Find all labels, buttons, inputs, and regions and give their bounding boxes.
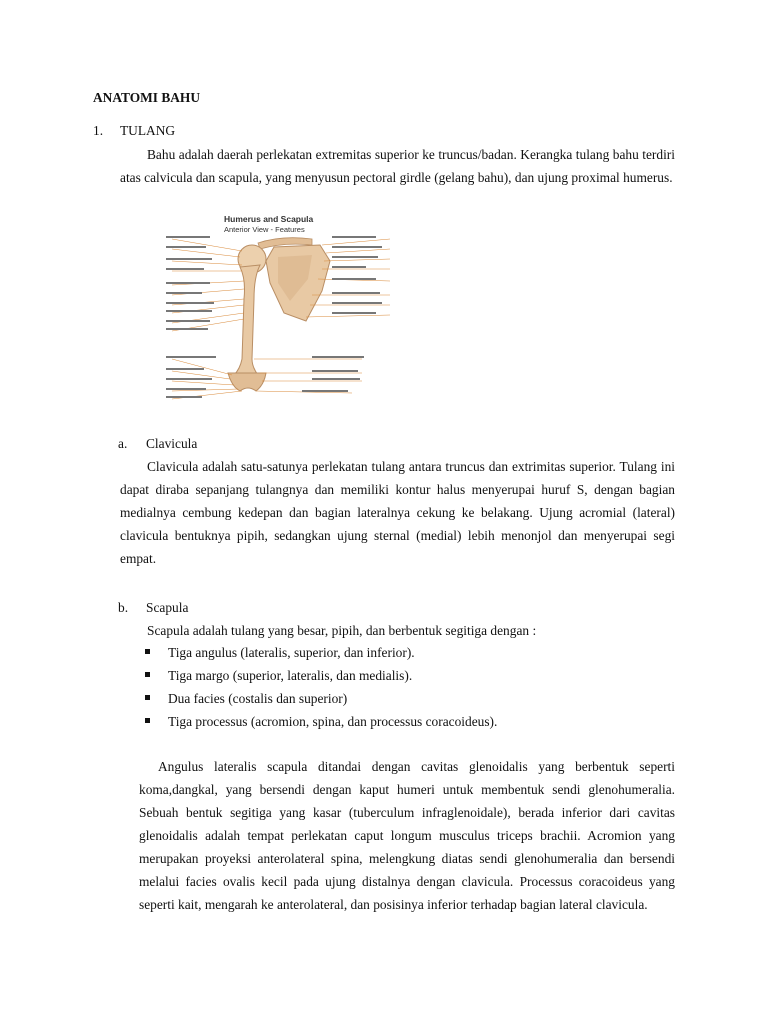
intro-paragraph: Bahu adalah daerah perlekatan extremitas superior ke truncus/badan. Kerangka tulang bahu terdiri atas calvicula dan scapula, yang menyusun pectoral girdle (gelang bahu), dan ujung proximal humerus.: [120, 147, 675, 185]
subsection-b-heading: [118, 596, 188, 619]
section-title: TULANG: [120, 123, 176, 138]
bullet-square-icon: [145, 718, 150, 723]
angulus-paragraph: Angulus lateralis scapula ditandai dengan cavitas glenoidalis yang berbentuk seperti koma,dangkal, yang bersendi dengan kaput humeri untuk membentuk sendi glenohumeralia. Sebuah bentuk segitiga yang kasar (tuberculum infraglenoidale), berada inferior dari cavitas glenoidalis adalah tempat perlekatan caput longum musculus triceps brachii. Acromion yang merupakan proyeksi anterolateral spina, melengkung diatas sendi glenohumeralia dan bersendi melalui facies ovalis kecil pada ujung distalnya dengan clavicula. Processus coracoideus yang seperti kait, mengarah ke anterolateral, dan posisinya inferior terhadap bagian lateral clavicula.: [139, 759, 675, 912]
section-heading: [93, 119, 175, 142]
subsection-title: Clavicula: [146, 436, 198, 451]
subsection-letter: a.: [118, 436, 128, 451]
scapula-intro: Scapula adalah tulang yang besar, pipih, dan berbentuk segitiga dengan :: [147, 623, 537, 638]
subsection-title: Scapula: [146, 600, 189, 615]
section-number: 1.: [93, 123, 104, 138]
document-title: ANATOMI BAHU: [93, 90, 201, 105]
bullet-square-icon: [145, 695, 150, 700]
clavicula-paragraph: Clavicula adalah satu-satunya perlekatan tulang antara truncus dan extrimitas superior. Tulang ini dapat diraba sepanjang tulangnya dan memiliki kontur halus menyerupai huruf S, dengan bagian medialnya cembung kedepan dan bagian lateralnya cekung ke belakang. Ujung acromial (lateral) clavicula bentuknya pipih, sedangkan ujung sternal (medial) lebih menonjol dan menyerupai segi empat.: [120, 459, 675, 566]
subsection-a-heading: [118, 432, 197, 455]
list-item: Tiga angulus (lateralis, superior, dan inferior).: [143, 641, 497, 664]
subsection-letter: b.: [118, 600, 129, 615]
scapula-feature-list: [143, 641, 497, 733]
list-item: Dua facies (costalis dan superior): [143, 687, 497, 710]
list-item: Tiga margo (superior, lateralis, dan medialis).: [143, 664, 497, 687]
anatomy-figure: [162, 209, 394, 409]
list-item: Tiga processus (acromion, spina, dan processus coracoideus).: [143, 710, 497, 733]
figure-subtitle: Anterior View - Features: [224, 225, 305, 234]
distal-humerus-shape: [228, 373, 266, 391]
humerus-scapula-illustration: [162, 209, 394, 409]
figure-title: Humerus and Scapula: [224, 214, 314, 224]
bullet-square-icon: [145, 672, 150, 677]
bullet-square-icon: [145, 649, 150, 654]
